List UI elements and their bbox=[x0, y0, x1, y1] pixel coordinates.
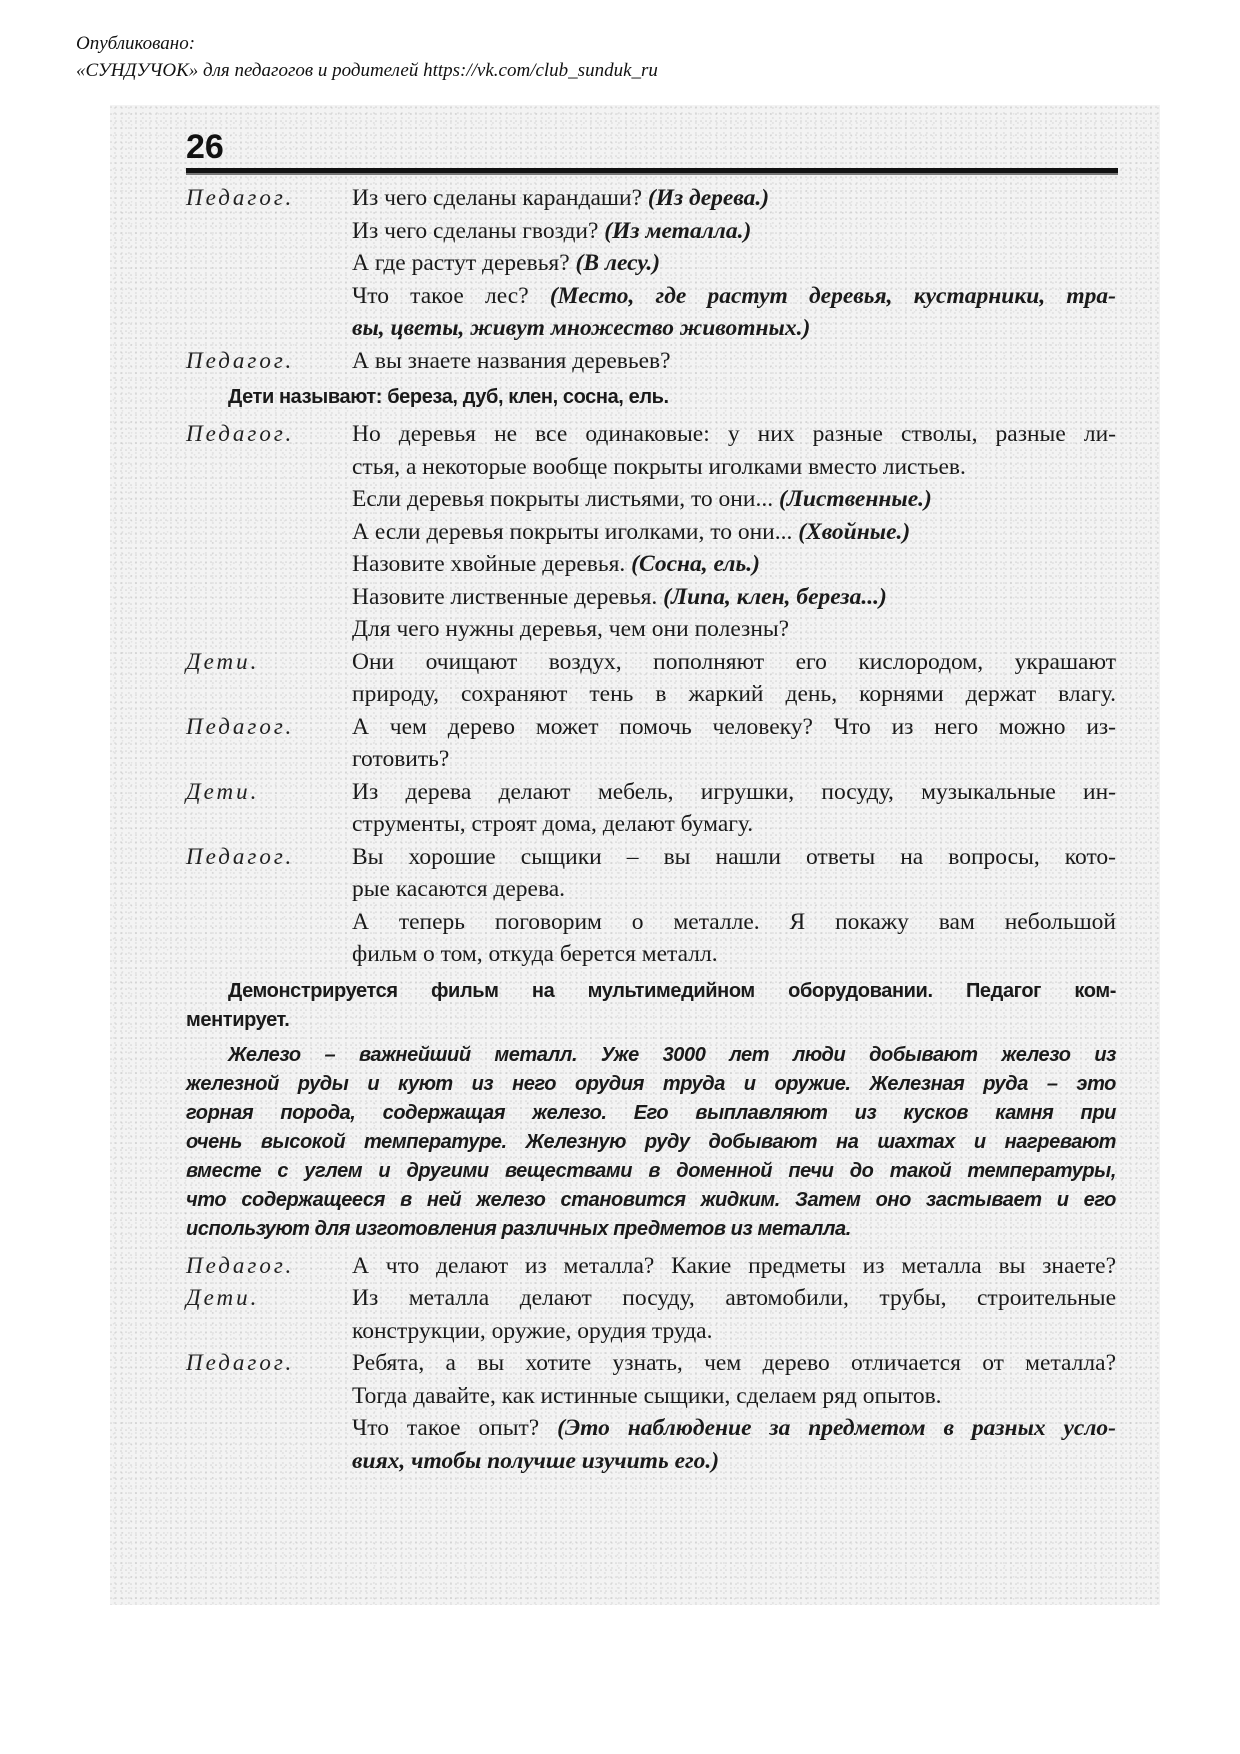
text-line bbox=[352, 776, 1116, 809]
answer-text: вы, цветы, живут множество животных.) bbox=[352, 315, 811, 341]
dialogue-lines bbox=[352, 345, 1116, 378]
text-line bbox=[186, 1157, 1116, 1186]
answer-text: (В лесу.) bbox=[575, 250, 661, 276]
line-text: что содержащееся в ней железо становится жидким. Затем оно застывает и его bbox=[186, 1188, 1116, 1211]
stage-direction bbox=[186, 977, 1116, 1035]
speaker-label: Педагог. bbox=[186, 1350, 295, 1375]
dialogue-lines bbox=[352, 182, 1116, 345]
publication-source: «СУНДУЧОК» для педагогов и родителей https://vk.com/club_sunduk_ru bbox=[76, 60, 658, 81]
line-text: фильм о том, откуда берется металл. bbox=[352, 941, 718, 967]
line-text: Дети называют: береза, дуб, клен, сосна, ель. bbox=[228, 386, 669, 408]
dialogue-lines bbox=[352, 711, 1116, 776]
text-line bbox=[352, 646, 1116, 679]
text-line bbox=[186, 1215, 1116, 1244]
dialogue-block bbox=[186, 1250, 1116, 1283]
line-text: А чем дерево может помочь человеку? Что из него можно из- bbox=[352, 713, 1116, 740]
dialogue-lines bbox=[352, 1250, 1116, 1283]
dialogue-block bbox=[186, 646, 1116, 711]
text-line bbox=[186, 1099, 1116, 1128]
line-text: А если деревья покрыты иголками, то они... bbox=[352, 518, 799, 545]
line-text: А вы знаете названия деревьев? bbox=[352, 347, 671, 374]
line-text: Назовите лиственные деревья. bbox=[352, 583, 664, 610]
text-line bbox=[186, 1006, 1116, 1035]
text-line bbox=[352, 613, 1116, 646]
text-line bbox=[186, 1128, 1116, 1157]
line-text: Что такое лес? bbox=[352, 282, 550, 309]
speaker-label: Педагог. bbox=[186, 843, 295, 869]
speaker-label: Педагог. bbox=[186, 185, 295, 210]
text-line bbox=[352, 182, 1116, 215]
line-text: А где растут деревья? bbox=[352, 250, 576, 276]
speaker-label: Педагог. bbox=[186, 713, 295, 739]
answer-text: (Это наблюдение за предметом в разных усло- bbox=[557, 1415, 1116, 1441]
line-text: конструкции, оружие, орудия труда. bbox=[352, 1317, 713, 1344]
text-line bbox=[186, 977, 1116, 1006]
line-text: Что такое опыт? bbox=[352, 1415, 558, 1441]
text-line bbox=[352, 312, 1116, 345]
dialogue-lines bbox=[352, 1347, 1116, 1477]
answer-text: (Из металла.) bbox=[604, 217, 752, 244]
text-line bbox=[352, 1445, 1116, 1478]
dialogue-block bbox=[186, 776, 1116, 841]
text-line bbox=[352, 247, 1116, 280]
text-line bbox=[352, 451, 1116, 484]
speaker-label: Дети. bbox=[186, 1285, 260, 1310]
dialogue-block bbox=[186, 711, 1116, 776]
dialogue-block bbox=[186, 418, 1116, 646]
dialogue-block bbox=[186, 182, 1116, 345]
line-text: Демонстрируется фильм на мультимедийном оборудовании. Педагог ком- bbox=[228, 979, 1116, 1002]
dialogue-block bbox=[186, 841, 1116, 971]
answer-text: виях, чтобы получше изучить его.) bbox=[352, 1447, 720, 1474]
text-line bbox=[352, 280, 1116, 313]
answer-text: (Сосна, ель.) bbox=[631, 551, 760, 577]
text-line bbox=[352, 1250, 1116, 1283]
line-text: Тогда давайте, как истинные сыщики, сделаем ряд опытов. bbox=[352, 1382, 942, 1409]
dialogue-lines bbox=[352, 646, 1116, 711]
dialogue-lines bbox=[352, 841, 1116, 971]
page-content bbox=[186, 182, 1116, 1477]
line-text: Для чего нужны деревья, чем они полезны? bbox=[352, 616, 790, 642]
text-line bbox=[352, 1315, 1116, 1348]
line-text: горная порода, содержащая железо. Его выплавляют из кусков камня при bbox=[186, 1101, 1116, 1124]
line-text: Но деревья не все одинаковые: у них разные стволы, разные ли- bbox=[352, 421, 1116, 447]
line-text: ментирует. bbox=[186, 1008, 290, 1031]
answer-text: (Липа, клен, береза...) bbox=[663, 583, 887, 610]
speaker-label: Дети. bbox=[186, 778, 260, 804]
text-line bbox=[352, 938, 1116, 971]
line-text: используют для изготовления различных предметов из металла. bbox=[186, 1217, 851, 1240]
text-line bbox=[352, 1282, 1116, 1315]
line-text: вместе с углем и другими веществами в доменной печи до такой температуры, bbox=[186, 1159, 1116, 1182]
speaker-label: Педагог. bbox=[186, 421, 295, 446]
line-text: Из чего сделаны карандаши? bbox=[352, 185, 648, 211]
speaker-label: Педагог. bbox=[186, 347, 295, 373]
publication-note bbox=[76, 30, 658, 84]
dialogue-lines bbox=[352, 776, 1116, 841]
answer-text: (Хвойные.) bbox=[798, 518, 911, 545]
text-line bbox=[352, 215, 1116, 248]
text-line bbox=[352, 1380, 1116, 1413]
text-line bbox=[186, 1186, 1116, 1215]
line-text: Из металла делают посуду, автомобили, трубы, строительные bbox=[352, 1285, 1116, 1311]
line-text: Они очищают воздух, пополняют его кислородом, украшают bbox=[352, 648, 1116, 675]
text-line bbox=[352, 808, 1116, 841]
answer-text: (Лиственные.) bbox=[778, 486, 932, 512]
text-line bbox=[352, 873, 1116, 906]
text-line bbox=[352, 483, 1116, 516]
dialogue-block bbox=[186, 1347, 1116, 1477]
page-number: 26 bbox=[186, 128, 224, 166]
speaker-label: Педагог. bbox=[186, 1252, 295, 1278]
narrative-paragraph bbox=[186, 1041, 1116, 1244]
line-text: железной руды и куют из него орудия труда и оружие. Железная руда – это bbox=[186, 1072, 1116, 1095]
text-line bbox=[352, 841, 1116, 874]
dialogue-lines bbox=[352, 1282, 1116, 1347]
answer-text: (Из дерева.) bbox=[647, 185, 770, 211]
publication-label: Опубликовано: bbox=[76, 33, 196, 54]
line-text: очень высокой температуре. Железную руду добывают на шахтах и нагревают bbox=[186, 1130, 1116, 1153]
line-text: струменты, строят дома, делают бумагу. bbox=[352, 811, 754, 837]
line-text: рые касаются дерева. bbox=[352, 876, 566, 902]
line-text: Назовите хвойные деревья. bbox=[352, 551, 632, 577]
line-text: Из чего сделаны гвозди? bbox=[352, 217, 605, 244]
line-text: Если деревья покрыты листьями, то они... bbox=[352, 486, 779, 512]
dialogue-lines bbox=[352, 418, 1116, 646]
text-line bbox=[352, 418, 1116, 451]
stage-direction bbox=[186, 383, 1116, 412]
line-text: Железо – важнейший металл. Уже 3000 лет люди добывают железо из bbox=[228, 1043, 1116, 1066]
line-text: стья, а некоторые вообще покрыты иголками вместо листьев. bbox=[352, 453, 966, 480]
text-line bbox=[352, 906, 1116, 939]
answer-text: (Место, где растут деревья, кустарники, тра- bbox=[549, 282, 1117, 309]
text-line bbox=[352, 516, 1116, 549]
dialogue-block bbox=[186, 345, 1116, 378]
text-line bbox=[352, 581, 1116, 614]
speaker-label: Дети. bbox=[186, 648, 260, 674]
line-text: готовить? bbox=[352, 746, 450, 772]
text-line bbox=[352, 1347, 1116, 1380]
text-line bbox=[186, 1070, 1116, 1099]
text-line bbox=[186, 383, 1116, 412]
line-text: Ребята, а вы хотите узнать, чем дерево отличается от металла? bbox=[352, 1350, 1116, 1376]
text-line bbox=[352, 711, 1116, 744]
text-line bbox=[352, 1412, 1116, 1445]
line-text: Из дерева делают мебель, игрушки, посуду, музыкальные ин- bbox=[352, 778, 1116, 805]
text-line bbox=[352, 678, 1116, 711]
text-line bbox=[352, 345, 1116, 378]
header-rule bbox=[186, 168, 1118, 175]
line-text: Вы хорошие сыщики – вы нашли ответы на вопросы, кото- bbox=[352, 843, 1116, 870]
dialogue-block bbox=[186, 1282, 1116, 1347]
line-text: природу, сохраняют тень в жаркий день, корнями держат влагу. bbox=[352, 681, 1116, 707]
text-line bbox=[352, 548, 1116, 581]
line-text: А что делают из металла? Какие предметы из металла вы знаете? bbox=[352, 1252, 1116, 1279]
text-line bbox=[186, 1041, 1116, 1070]
text-line bbox=[352, 743, 1116, 776]
line-text: А теперь поговорим о металле. Я покажу вам небольшой bbox=[352, 908, 1116, 935]
